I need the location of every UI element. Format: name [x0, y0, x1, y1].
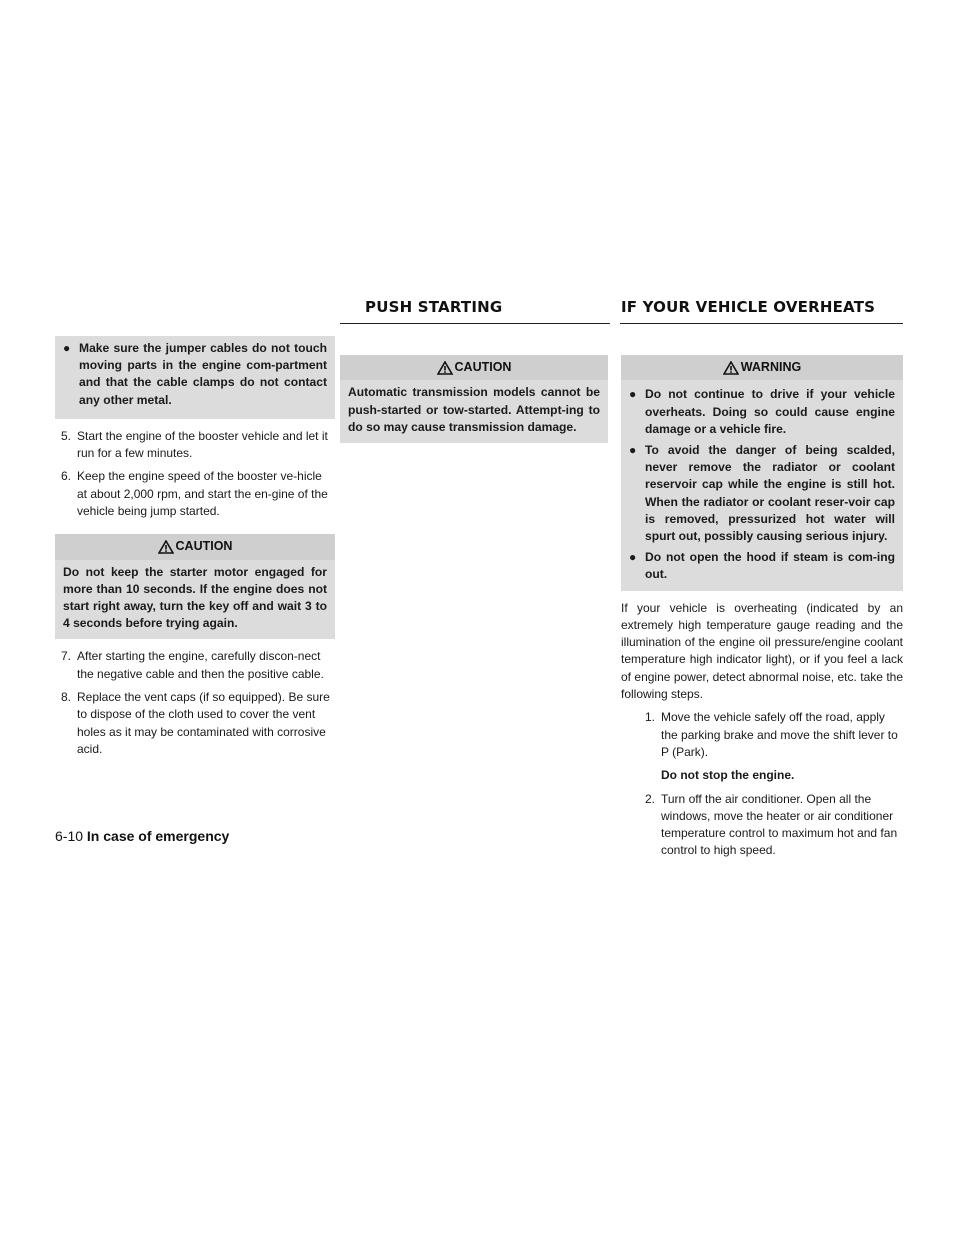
step-2: 2. Turn off the air conditioner. Open all the windows, move the heater or air conditioner temperature control to maximum hot and fan control to high speed. — [644, 791, 898, 858]
caution-header-2 — [340, 355, 608, 380]
step-8: 8. Replace the vent caps (if so equipped). Be sure to dispose of the cloth used to cover the vent holes as it may be contaminated with corrosive acid. — [60, 690, 330, 756]
warning-bullet: ● Do not continue to drive if your vehicle overheats. Doing so could cause engine damage or a vehicle fire. — [629, 386, 895, 438]
step-7: 7. After starting the engine, carefully discon-nect the negative cable and then the positive cable. — [60, 649, 324, 681]
column-2 — [340, 355, 608, 452]
column-3 — [621, 355, 903, 866]
bullet-icon: ● — [629, 387, 637, 402]
warning-bullet: ● Do not open the hood if steam is com-ing out. — [629, 549, 895, 583]
do-not-stop-engine: Do not stop the engine. — [661, 768, 795, 783]
warning-header — [621, 355, 903, 380]
page-footer — [55, 828, 229, 844]
step-6: 6. Keep the engine speed of the booster ve-hicle at about 2,000 rpm, and start the en-gine of the vehicle being jump started. — [60, 469, 328, 518]
bullet-icon: ● — [629, 550, 637, 565]
warning-body — [621, 380, 903, 590]
column-1 — [55, 338, 335, 764]
caution-title: CAUTION — [454, 360, 512, 374]
warning-bullet: ● To avoid the danger of being scalded, never remove the radiator or coolant reservoir cap while the engine is still hot. When the radiator or coolant reser-voir cap is removed, pressurized hot water will spurt out, possibly causing serious injury. — [629, 442, 895, 545]
step-5: 5. Start the engine of the booster vehicle and let it run for a few minutes. — [60, 428, 328, 461]
warning-title: WARNING — [740, 360, 802, 374]
bullet-icon: ● — [63, 341, 71, 355]
warning-triangle-icon — [158, 540, 174, 554]
caution-title: CAUTION — [175, 539, 233, 554]
header-rule-right — [620, 323, 903, 324]
overheat-paragraph: If your vehicle is overheating (indicated by an extremely high temperature gauge reading and the illumination of the engine oil pressure/engine coolant temperature high indicator light), or if you feel a lack of engine power, detect abnormal noise, etc. take the following steps. — [621, 600, 903, 702]
header-rule-left — [340, 323, 610, 324]
bullet-icon: ● — [629, 442, 637, 457]
caution-body-2: Automatic transmission models cannot be push-started or tow-started. Attempt-ing to do so may cause transmission damage. — [340, 380, 608, 443]
overheat-steps — [621, 709, 903, 859]
warning-triangle-icon — [723, 361, 739, 375]
intro-bullet: ● Make sure the jumper cables do not touch moving parts in the engine com-partment and that the cable clamps do not contact any other metal. — [63, 340, 327, 409]
caution-body-1: Do not keep the starter motor engaged for more than 10 seconds. If the engine does not start right away, turn the key off and wait 3 to 4 seconds before trying again. — [55, 560, 335, 640]
section-title-push-starting: PUSH STARTING — [365, 298, 503, 316]
intro-bullet-box — [55, 336, 335, 419]
caution-header-1 — [55, 534, 335, 559]
chapter-title: In case of emergency — [86, 828, 230, 844]
step-1: 1. Move the vehicle safely off the road, apply the parking brake and move the shift lever to P (Park). Do not stop the engine. — [644, 710, 898, 783]
warning-triangle-icon — [437, 361, 453, 375]
section-title-overheats: IF YOUR VEHICLE OVERHEATS — [621, 298, 876, 316]
page-number: 6-10 — [55, 828, 84, 844]
